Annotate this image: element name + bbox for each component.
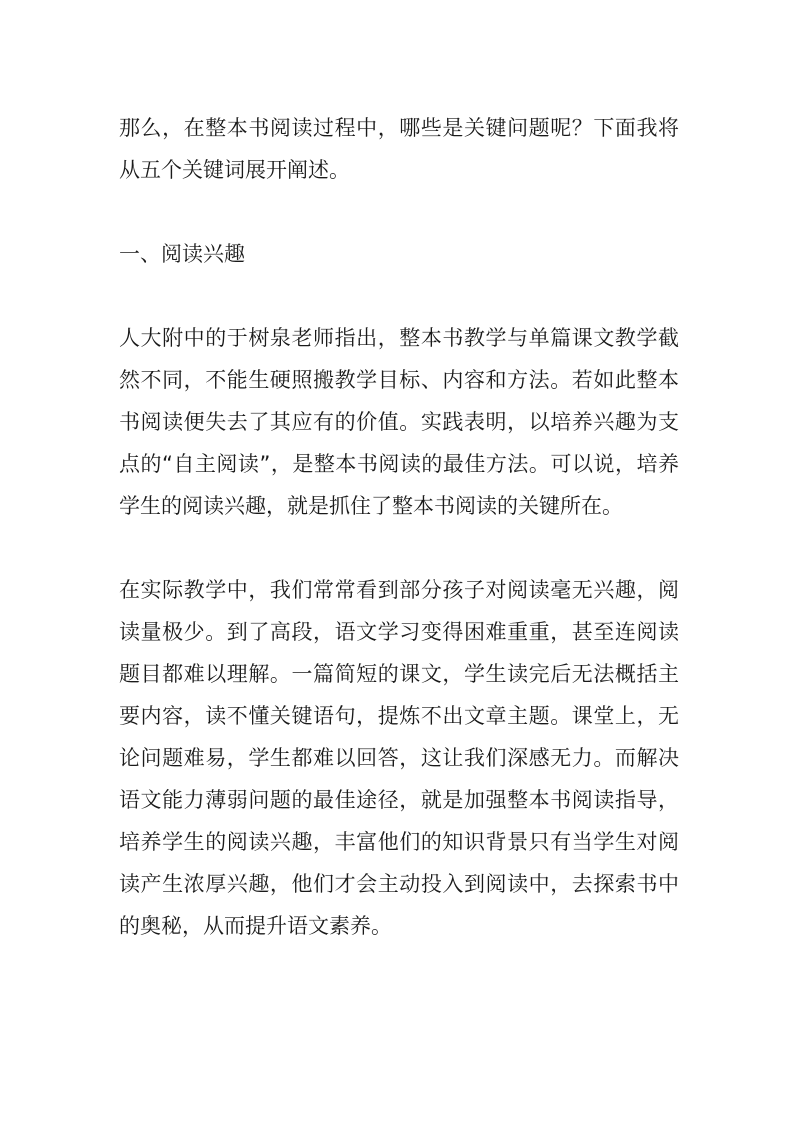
body-paragraph-1: 人大附中的于树泉老师指出，整本书教学与单篇课文教学截然不同，不能生硬照搬教学目标、内容和方法。若如此整本书阅读便失去了其应有的价值。实践表明，以培养兴趣为支点的“自主阅读”，是整本书阅读的最佳方法。可以说，培养学生的阅读兴趣，就是抓住了整本书阅读的关键所在。: [119, 326, 679, 518]
section-heading: 一、阅读兴趣: [119, 242, 245, 266]
paragraph-spacer: [119, 275, 679, 317]
paragraph-spacer: [119, 191, 679, 233]
paragraph-spacer: [119, 527, 679, 569]
body-paragraph-2: 在实际教学中，我们常常看到部分孩子对阅读毫无兴趣，阅读量极少。到了高段，语文学习变得困难重重，甚至连阅读题目都难以理解。一篇简短的课文，学生读完后无法概括主要内容，读不懂关键语句，提炼不出文章主题。课堂上，无论问题难易，学生都难以回答，这让我们深感无力。而解决语文能力薄弱问题的最佳途径，就是加强整本书阅读指导，培养学生的阅读兴趣，丰富他们的知识背景只有当学生对阅读产生浓厚兴趣，他们才会主动投入到阅读中，去探索书中的奥秘，从而提升语文素养。: [119, 578, 679, 938]
document-body: [119, 107, 679, 947]
intro-paragraph: 那么，在整本书阅读过程中，哪些是关键问题呢？下面我将从五个关键词展开阐述。: [119, 116, 679, 182]
